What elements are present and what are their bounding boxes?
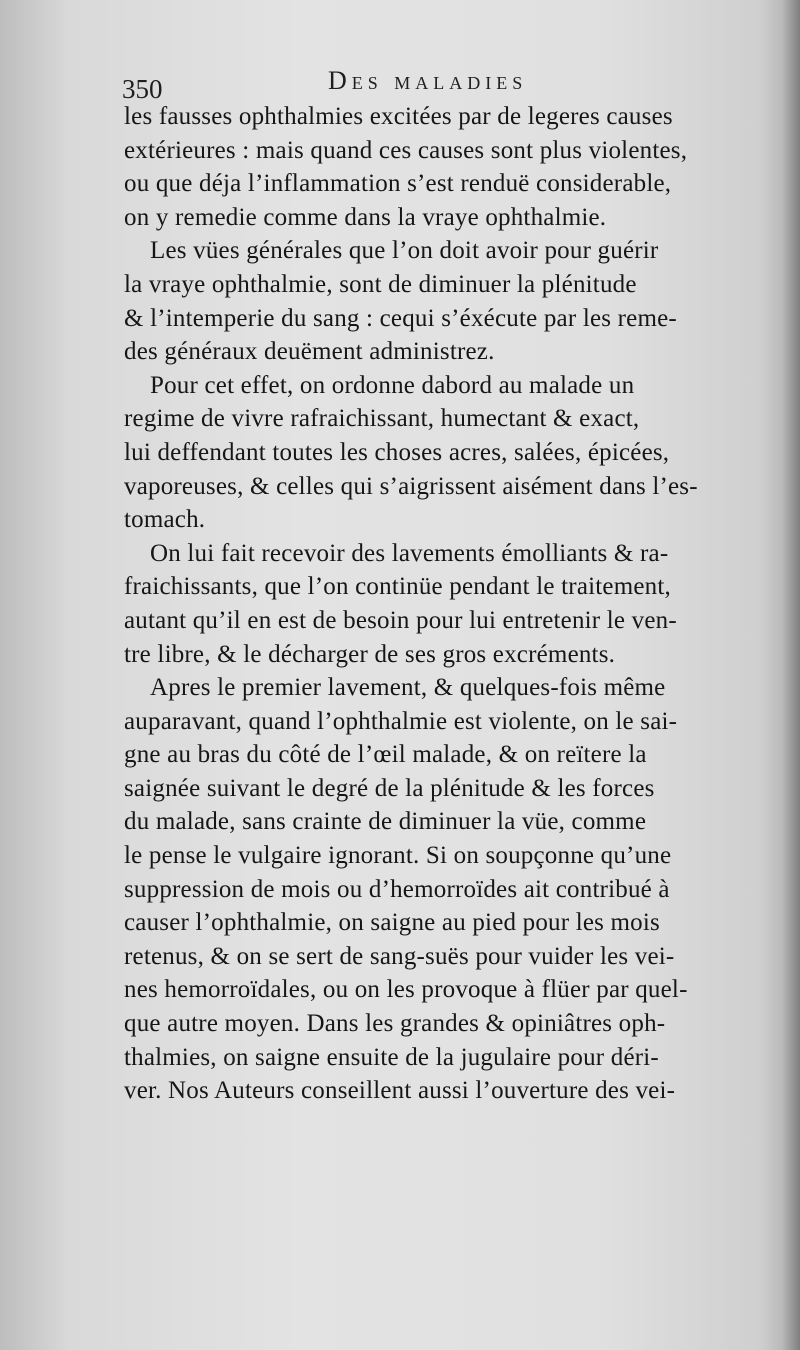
text-line-content: Les vües générales que l’on doit avoir pour guérir bbox=[150, 237, 659, 265]
text-line-content: Pour cet effet, on ordonne dabord au malade un bbox=[150, 371, 635, 399]
text-line bbox=[124, 705, 766, 739]
text-line bbox=[124, 772, 766, 806]
text-line bbox=[124, 100, 766, 134]
text-line-content: thalmies, on saigne ensuite de la jugulaire pour déri- bbox=[124, 1043, 659, 1071]
text-line bbox=[124, 873, 766, 907]
text-line bbox=[124, 302, 766, 336]
text-line bbox=[124, 369, 766, 403]
text-line-content: tre libre, & le décharger de ses gros excréments. bbox=[124, 640, 616, 668]
text-line-content: du malade, sans crainte de diminuer la vüe, comme bbox=[124, 808, 647, 836]
text-line-content: lui deffendant toutes les choses acres, salées, épicées, bbox=[124, 438, 670, 466]
text-line-content: nes hemorroïdales, ou on les provoque à flüer par quel- bbox=[124, 976, 688, 1004]
text-line bbox=[124, 671, 766, 705]
text-line bbox=[124, 335, 766, 369]
text-line bbox=[124, 134, 766, 168]
text-line-content: Apres le premier lavement, & quelques-fois même bbox=[150, 674, 666, 702]
text-line-content: fraichissants, que l’on continüe pendant le traitement, bbox=[124, 573, 671, 601]
text-line-content: suppression de mois ou d’hemorroïdes ait contribué à bbox=[124, 875, 670, 903]
text-line bbox=[124, 638, 766, 672]
text-line-content: on y remedie comme dans la vraye ophthalmie. bbox=[124, 203, 607, 231]
text-line bbox=[124, 906, 766, 940]
text-line bbox=[124, 402, 766, 436]
text-line-content: causer l’ophthalmie, on saigne au pied pour les mois bbox=[124, 909, 660, 937]
text-line-content: le pense le vulgaire ignorant. Si on soupçonne qu’une bbox=[124, 842, 672, 870]
text-line bbox=[124, 738, 766, 772]
text-line-content: regime de vivre rafraichissant, humectant & exact, bbox=[124, 405, 640, 433]
text-line-content: auparavant, quand l’ophthalmie est violente, on le sai- bbox=[124, 707, 678, 735]
text-line-content: ver. Nos Auteurs conseillent aussi l’ouverture des vei- bbox=[124, 1077, 676, 1105]
text-line-content: retenus, & on se sert de sang-suës pour vuider les vei- bbox=[124, 942, 675, 970]
text-line-content: On lui fait recevoir des lavements émolliants & ra- bbox=[150, 539, 669, 567]
text-line bbox=[124, 1074, 766, 1108]
page-number: 350 bbox=[122, 74, 163, 104]
text-line bbox=[124, 470, 766, 504]
text-line-content: les fausses ophthalmies excitées par de legeres causes bbox=[124, 103, 673, 130]
text-line-content: ou que déja l’inflammation s’est renduë considerable, bbox=[124, 170, 672, 198]
text-line bbox=[124, 234, 766, 268]
text-line bbox=[124, 604, 766, 638]
text-line bbox=[124, 570, 766, 604]
text-line bbox=[124, 436, 766, 470]
page-header bbox=[122, 62, 642, 102]
text-line-content: des généraux deuëment administrez. bbox=[124, 338, 495, 366]
text-line bbox=[124, 973, 766, 1007]
text-line bbox=[124, 805, 766, 839]
text-line bbox=[124, 1041, 766, 1075]
text-line bbox=[124, 201, 766, 235]
text-line bbox=[124, 1007, 766, 1041]
text-line bbox=[124, 839, 766, 873]
text-line bbox=[124, 167, 766, 201]
text-line-content: saignée suivant le degré de la plénitude & les forces bbox=[124, 774, 655, 802]
text-line-content: & l’intemperie du sang : cequi s’éxécute par les reme- bbox=[124, 304, 677, 332]
text-line bbox=[124, 940, 766, 974]
text-line bbox=[124, 503, 766, 537]
body-text bbox=[124, 100, 766, 1108]
text-line-content: que autre moyen. Dans les grandes & opiniâtres oph- bbox=[124, 1010, 666, 1038]
text-line-content: la vraye ophthalmie, sont de diminuer la plénitude bbox=[124, 270, 637, 298]
text-line-content: extérieures : mais quand ces causes sont plus violentes, bbox=[124, 136, 688, 164]
text-line bbox=[124, 268, 766, 302]
text-line-content: tomach. bbox=[124, 506, 206, 534]
text-line bbox=[124, 537, 766, 571]
text-line-content: gne au bras du côté de l’œil malade, & on reïtere la bbox=[124, 741, 647, 769]
text-line-content: autant qu’il en est de besoin pour lui entretenir le ven- bbox=[124, 606, 677, 634]
page-edge-shadow bbox=[782, 0, 800, 1350]
text-line-content: vaporeuses, & celles qui s’aigrissent aisément dans l’es- bbox=[124, 472, 698, 500]
running-head: Des maladies bbox=[328, 66, 528, 95]
